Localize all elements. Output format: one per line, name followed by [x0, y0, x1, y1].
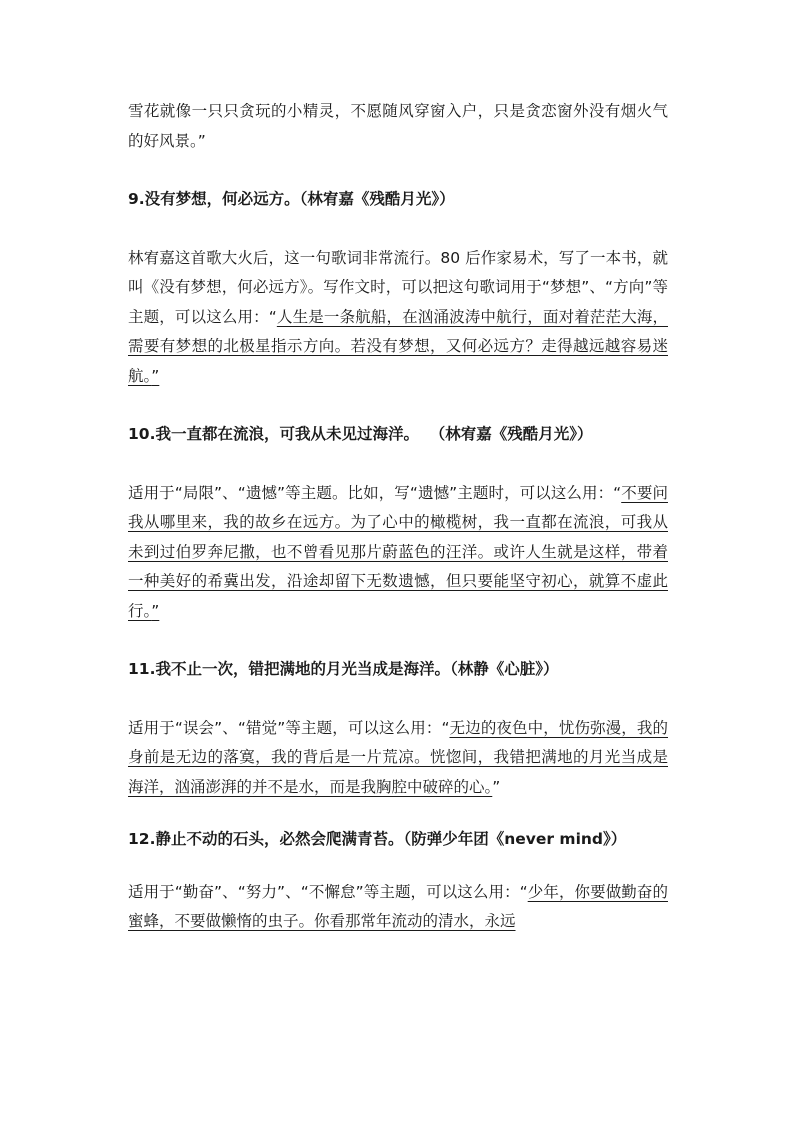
heading-9: 9.没有梦想，何必远方。（林宥嘉《残酷月光》） [128, 190, 455, 208]
heading-12: 12.静止不动的石头，必然会爬满青苔。（防弹少年团《never mind》） [128, 830, 627, 848]
paragraph-12-text: 适用于“勤奋”、“努力”、“不懈怠”等主题，可以这么用：“ [128, 882, 528, 901]
paragraph-11 [128, 714, 668, 803]
intro-paragraph [128, 97, 668, 156]
paragraph-9 [128, 244, 668, 392]
paragraph-10-close: ” [151, 601, 160, 620]
paragraph-10-quote: 不要问我从哪里来，我的故乡在远方。为了心中的橄榄树，我一直都在流浪，可我从未到过伯罗奔尼撒，也不曾看见那片蔚蓝色的汪洋。或许人生就是这样，带着一种美好的希冀出发，沿途却留下无数遗憾，但只要能坚守初心，就算不虚此行。 [128, 483, 668, 620]
intro-text: 雪花就像一只只贪玩的小精灵，不愿随风穿窗入户，只是贪恋窗外没有烟火气的好风景。” [128, 102, 668, 150]
paragraph-11-quote: 无边的夜色中，忧伤弥漫，我的身前是无边的落寞，我的背后是一片荒凉。恍惚间，我错把满地的月光当成是海洋，汹涌澎湃的并不是水，而是我胸腔中破碎的心。 [128, 718, 668, 796]
paragraph-9-text: 林宥嘉这首歌大火后，这一句歌词非常流行。80 后作家易术，写了一本书，就叫《没有梦想，何必远方》。写作文时，可以把这句歌词用于“梦想”、“方向”等主题，可以这么用：“ [128, 248, 668, 326]
paragraph-9-quote: 人生是一条航船，在汹涌波涛中航行，面对着茫茫大海，需要有梦想的北极星指示方向。若没有梦想，又何必远方？走得越远越容易迷航。 [128, 307, 668, 385]
paragraph-11-text: 适用于“误会”、“错觉”等主题，可以这么用：“ [128, 718, 450, 737]
heading-10: 10.我一直都在流浪，可我从未见过海洋。 （林宥嘉《残酷月光》） [128, 425, 593, 443]
paragraph-10-text: 适用于“局限”、“遗憾”等主题。比如，写“遗憾”主题时，可以这么用：“ [128, 483, 622, 502]
paragraph-11-close: ” [492, 777, 501, 796]
document-page [128, 97, 668, 937]
paragraph-12-quote: 少年，你要做勤奋的蜜蜂，不要做懒惰的虫子。你看那常年流动的清水，永远 [128, 882, 668, 930]
paragraph-12 [128, 878, 668, 937]
paragraph-9-close: ” [151, 366, 160, 385]
paragraph-10 [128, 479, 668, 627]
heading-11: 11.我不止一次，错把满地的月光当成是海洋。（林静《心脏》） [128, 660, 559, 678]
